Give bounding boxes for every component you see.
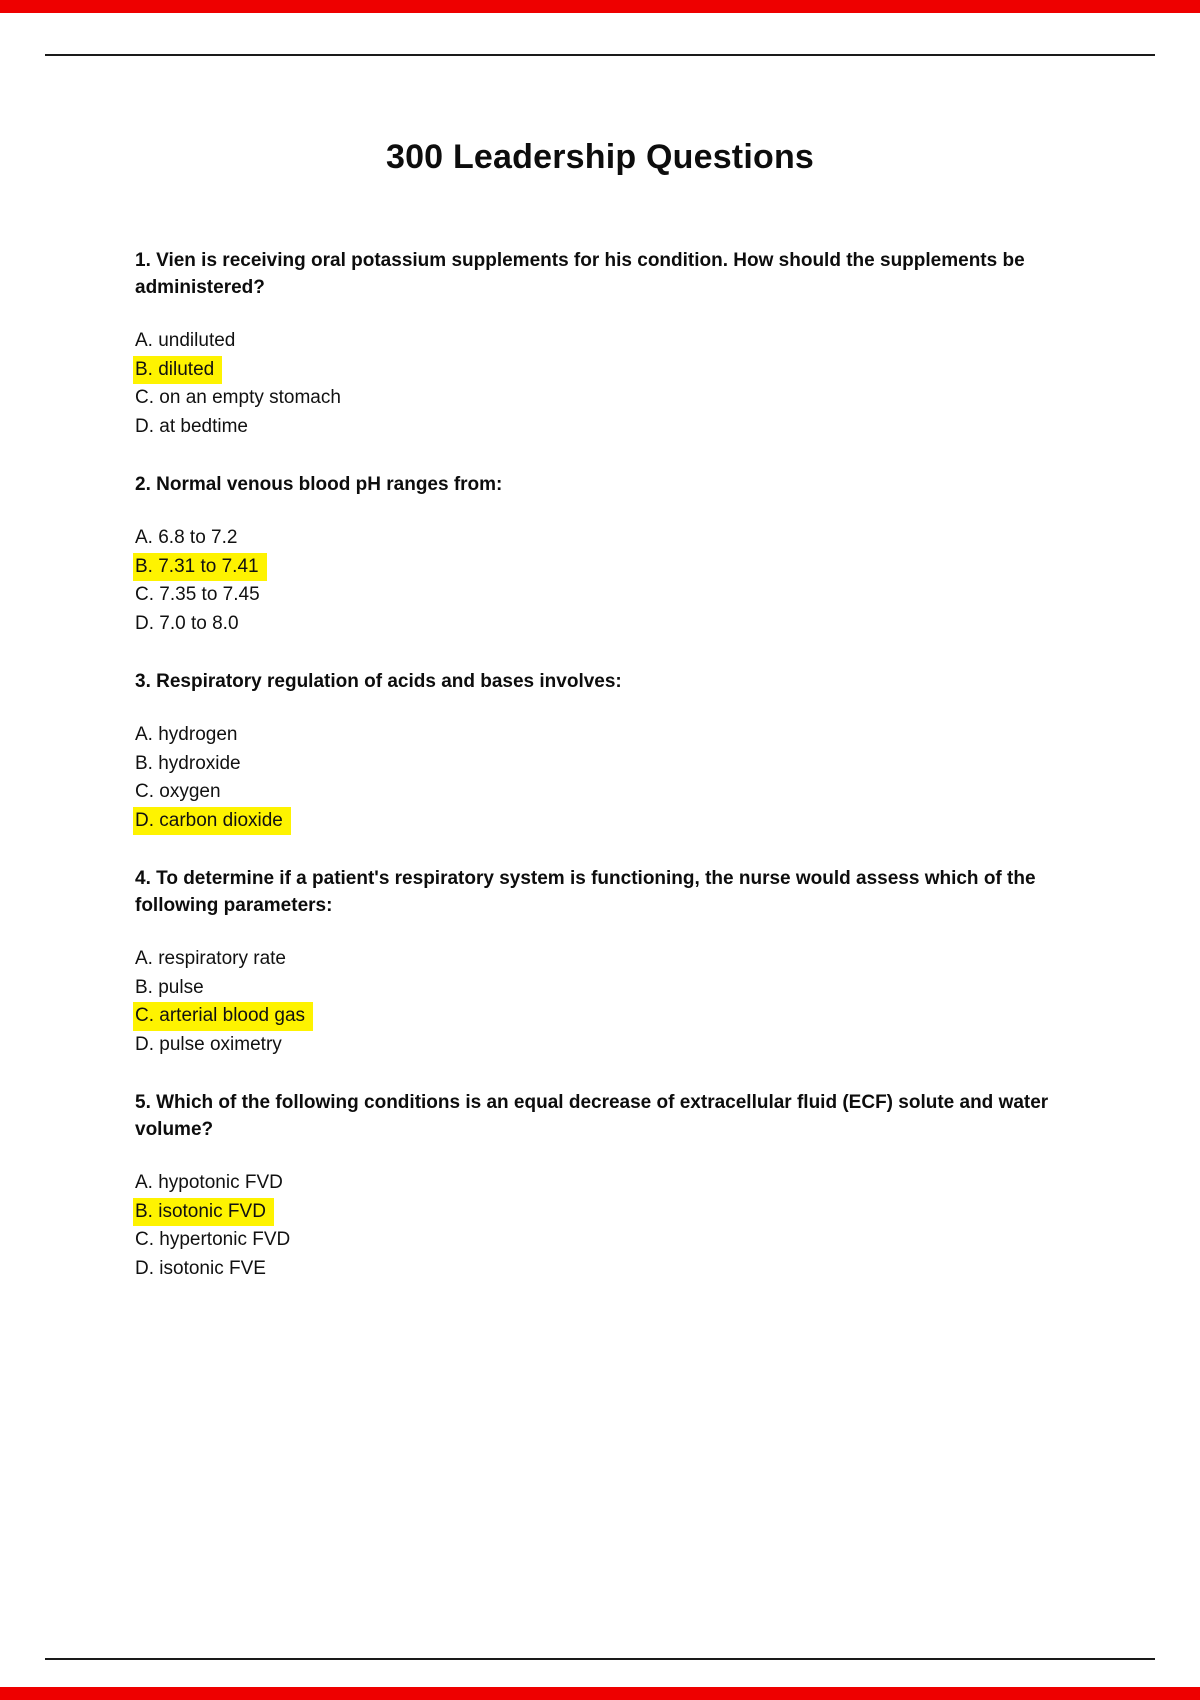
option-row xyxy=(135,384,1065,413)
option-label: A. hypotonic FVD xyxy=(135,1172,283,1193)
top-red-bar xyxy=(0,0,1200,13)
option-row xyxy=(135,1198,1065,1227)
option-label-highlighted-answer: B. 7.31 to 7.41 xyxy=(133,553,267,582)
option-row xyxy=(135,327,1065,356)
option-row xyxy=(135,945,1065,974)
option-label: B. hydroxide xyxy=(135,752,241,774)
option-label: C. hypertonic FVD xyxy=(135,1229,291,1250)
option-row xyxy=(135,1226,1065,1255)
option-row xyxy=(135,1255,1065,1284)
questions-list xyxy=(0,177,1200,1283)
option-row xyxy=(135,1169,1065,1198)
option-label-highlighted-answer: C. arterial blood gas xyxy=(133,1002,313,1031)
option-row xyxy=(135,807,1065,836)
option-row xyxy=(135,413,1065,442)
options-list xyxy=(135,1169,1065,1283)
option-row xyxy=(135,553,1065,582)
question-block xyxy=(135,865,1065,1059)
question-block xyxy=(135,1089,1065,1283)
option-row xyxy=(135,356,1065,385)
options-list xyxy=(135,945,1065,1059)
question-text: 5. Which of the following conditions is an equal decrease of extracellular fluid (ECF) solute and water volume? xyxy=(135,1092,1049,1140)
option-row xyxy=(135,974,1065,1003)
option-label-highlighted-answer: B. isotonic FVD xyxy=(133,1198,274,1227)
question-text: 3. Respiratory regulation of acids and bases involves: xyxy=(135,671,622,692)
top-horizontal-rule xyxy=(45,54,1155,56)
option-row xyxy=(135,750,1065,779)
option-label: D. 7.0 to 8.0 xyxy=(135,612,239,634)
option-label-highlighted-answer: D. carbon dioxide xyxy=(133,807,291,836)
option-label: B. pulse xyxy=(135,976,204,998)
option-row xyxy=(135,581,1065,610)
option-row xyxy=(135,1002,1065,1031)
option-label: D. pulse oximetry xyxy=(135,1033,282,1055)
option-label: D. at bedtime xyxy=(135,415,248,437)
question-text: 2. Normal venous blood pH ranges from: xyxy=(135,474,503,495)
option-label-highlighted-answer: B. diluted xyxy=(133,356,222,385)
options-list xyxy=(135,524,1065,638)
option-label: A. hydrogen xyxy=(135,724,238,745)
question-block xyxy=(135,668,1065,835)
question-block xyxy=(135,471,1065,638)
options-list xyxy=(135,721,1065,835)
bottom-red-bar xyxy=(0,1687,1200,1700)
option-label: C. oxygen xyxy=(135,781,221,802)
options-list xyxy=(135,327,1065,441)
option-label: A. respiratory rate xyxy=(135,948,286,969)
option-label: A. undiluted xyxy=(135,330,236,351)
option-label: A. 6.8 to 7.2 xyxy=(135,527,238,548)
question-block xyxy=(135,247,1065,441)
question-text: 1. Vien is receiving oral potassium supplements for his condition. How should the supplements be administered? xyxy=(135,250,1025,298)
bottom-horizontal-rule xyxy=(45,1658,1155,1660)
option-row xyxy=(135,778,1065,807)
question-text: 4. To determine if a patient's respiratory system is functioning, the nurse would assess which of the following parameters: xyxy=(135,868,1036,916)
option-label: C. 7.35 to 7.45 xyxy=(135,584,260,605)
option-row xyxy=(135,524,1065,553)
option-label: D. isotonic FVE xyxy=(135,1257,266,1279)
page-title: 300 Leadership Questions xyxy=(385,138,815,176)
option-row xyxy=(135,1031,1065,1060)
option-label: C. on an empty stomach xyxy=(135,387,341,408)
option-row xyxy=(135,610,1065,639)
option-row xyxy=(135,721,1065,750)
